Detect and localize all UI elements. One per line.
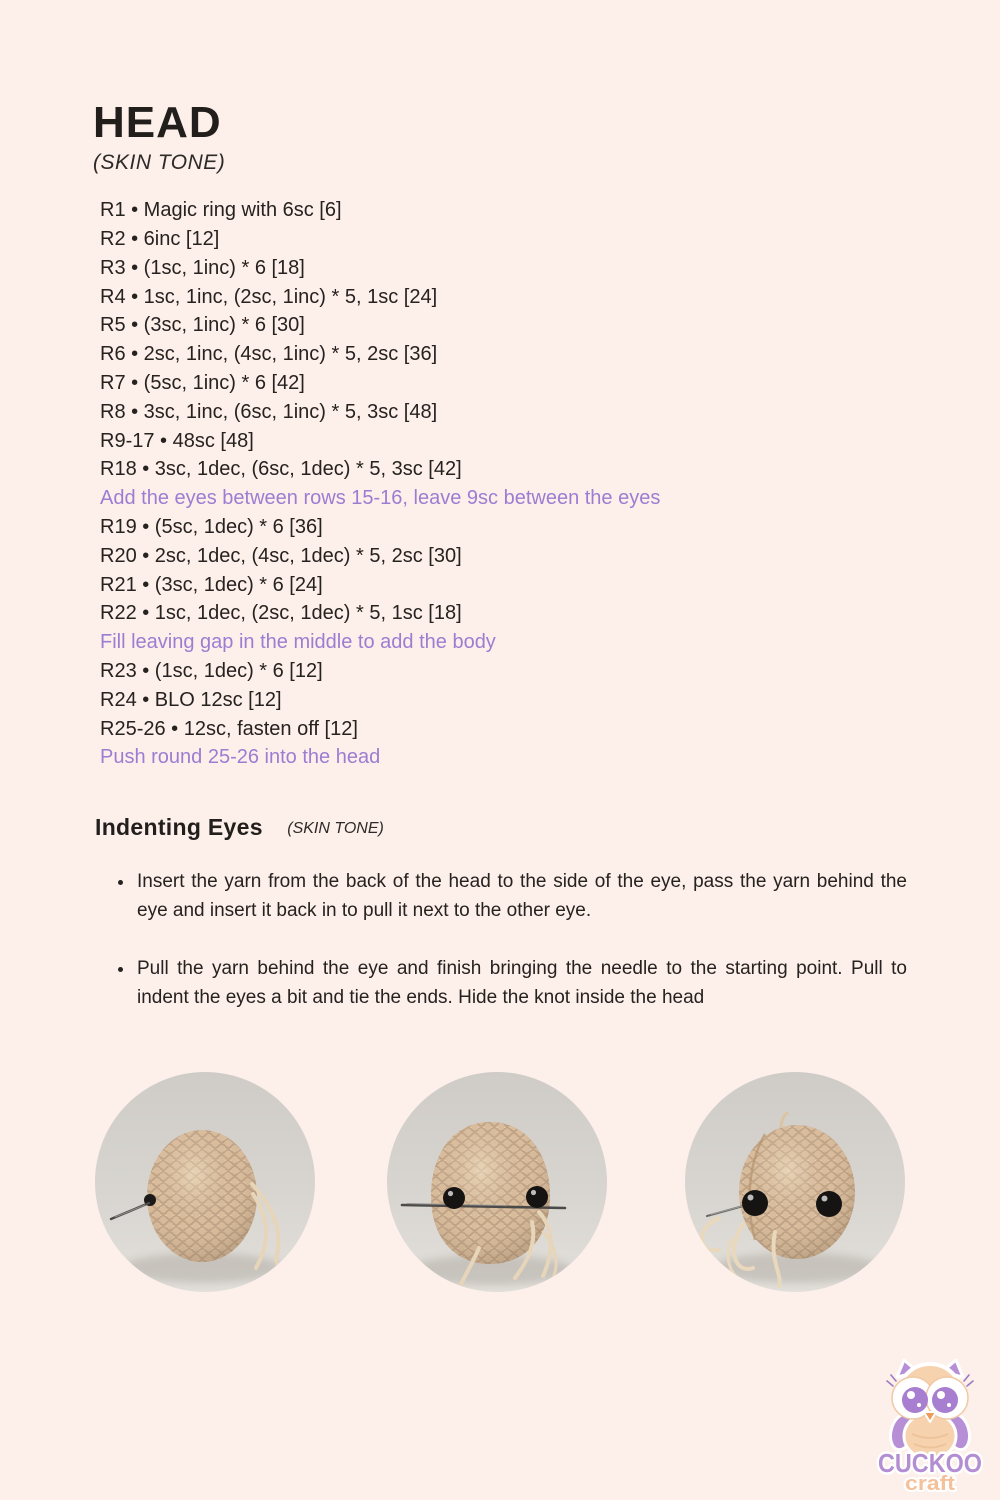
- owl-lashes-left: [887, 1375, 896, 1386]
- pattern-note-row: Add the eyes between rows 15-16, leave 9sc between the eyes: [100, 487, 661, 510]
- pattern-row: R19 • (5sc, 1dec) * 6 [36]: [100, 515, 323, 538]
- brand-subname: craft: [905, 1473, 956, 1494]
- pattern-row: R5 • (3sc, 1inc) * 6 [30]: [100, 314, 305, 337]
- pattern-rows: [93, 196, 933, 772]
- owl-lashes-right: [964, 1375, 973, 1386]
- photo-step-1-illustration: [95, 1072, 315, 1292]
- photo-step-2: [387, 1072, 607, 1292]
- pattern-note-row: Push round 25-26 into the head: [100, 746, 381, 769]
- pattern-row: R21 • (3sc, 1dec) * 6 [24]: [100, 573, 323, 596]
- safety-eye-left: [742, 1190, 768, 1216]
- pattern-row: R22 • 1sc, 1dec, (2sc, 1dec) * 5, 1sc [18]: [100, 602, 462, 625]
- indenting-eyes-section: [95, 814, 907, 1012]
- owl-iris-right: [932, 1387, 958, 1413]
- pattern-row: R20 • 2sc, 1dec, (4sc, 1dec) * 5, 2sc [30]: [100, 544, 462, 567]
- head-subtitle: (SKIN TONE): [93, 151, 226, 175]
- owl-iris-left: [902, 1387, 928, 1413]
- pattern-row: R6 • 2sc, 1inc, (4sc, 1inc) * 5, 2sc [36]: [100, 343, 438, 366]
- brand-name: CUCKOO: [878, 1448, 982, 1478]
- indenting-eyes-title: Indenting Eyes: [95, 814, 263, 840]
- pattern-row: R9-17 • 48sc [48]: [100, 429, 254, 452]
- instruction-bullet: • Pull the yarn behind the eye and finish bringing the needle to the starting point. Pull to indent the eyes a bit and tie the ends. Hide the knot inside the head: [135, 954, 907, 1012]
- pattern-row: R25-26 • 12sc, fasten off [12]: [100, 717, 358, 740]
- pattern-note-row: Fill leaving gap in the middle to add the body: [100, 631, 496, 654]
- instruction-bullet: • Insert the yarn from the back of the head to the side of the eye, pass the yarn behind the eye and insert it back in to pull it next to the other eye.: [135, 867, 907, 925]
- pattern-row: R3 • (1sc, 1inc) * 6 [18]: [100, 256, 305, 279]
- brand-logo: [866, 1350, 994, 1494]
- pattern-row: R8 • 3sc, 1inc, (6sc, 1inc) * 5, 3sc [48]: [100, 400, 438, 423]
- pattern-row: R24 • BLO 12sc [12]: [100, 688, 282, 711]
- safety-eye-left: [443, 1187, 465, 1209]
- page-title: HEAD: [93, 98, 222, 147]
- indenting-bullets: [95, 867, 907, 1012]
- photo-step-1: [95, 1072, 315, 1292]
- photo-step-3: [685, 1072, 905, 1292]
- photo-step-2-illustration: [387, 1072, 607, 1292]
- owl-icon: [887, 1360, 973, 1459]
- crochet-ball: [147, 1130, 257, 1262]
- pattern-row: R1 • Magic ring with 6sc [6]: [100, 199, 342, 222]
- pattern-row: R4 • 1sc, 1inc, (2sc, 1inc) * 5, 1sc [24]: [100, 285, 438, 308]
- safety-eye-right: [526, 1186, 548, 1208]
- head-section: [93, 100, 933, 772]
- pattern-row: R23 • (1sc, 1dec) * 6 [12]: [100, 659, 323, 682]
- pattern-row: R7 • (5sc, 1inc) * 6 [42]: [100, 371, 305, 394]
- pattern-row: R18 • 3sc, 1dec, (6sc, 1dec) * 5, 3sc [42]: [100, 458, 462, 481]
- safety-eye-right: [816, 1191, 842, 1217]
- pattern-row: R2 • 6inc [12]: [100, 227, 220, 250]
- indenting-eyes-subtitle: (SKIN TONE): [287, 820, 384, 837]
- photo-step-3-illustration: [685, 1072, 905, 1292]
- owl-logo: [866, 1350, 994, 1494]
